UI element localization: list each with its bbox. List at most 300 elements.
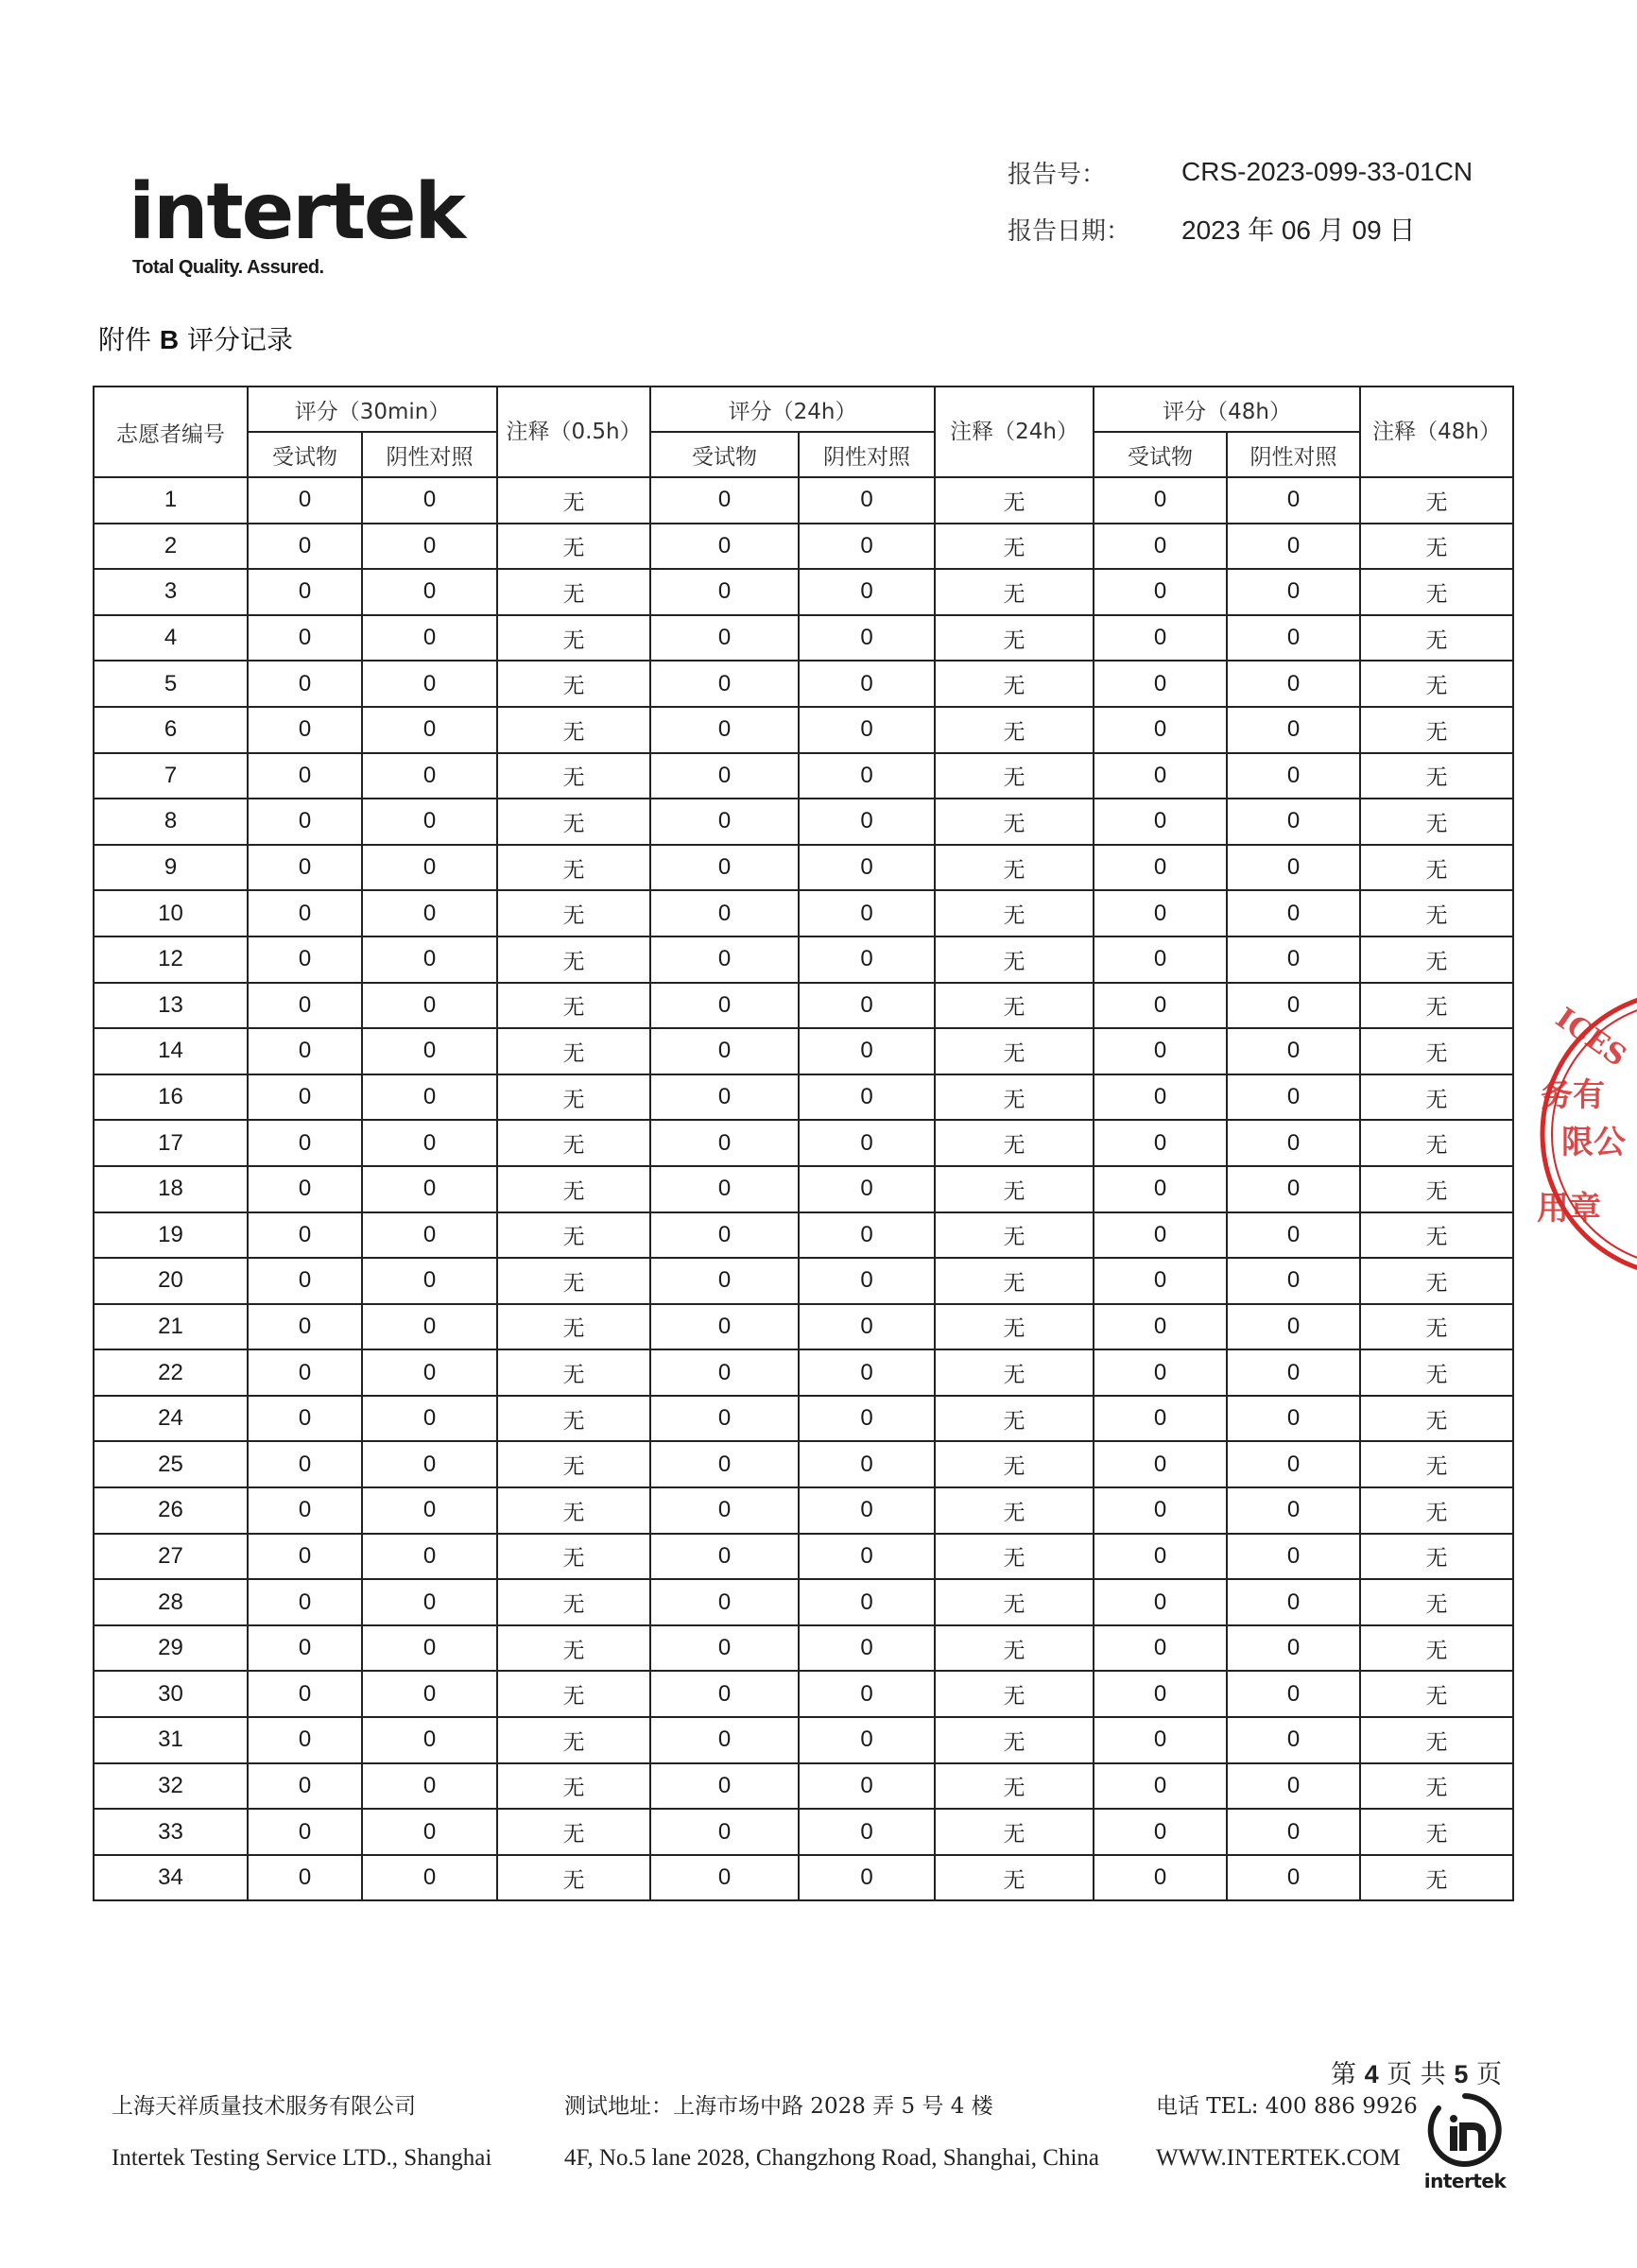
table-row — [94, 1258, 1513, 1304]
cell-volunteer-id: 3 — [94, 569, 248, 615]
report-number-label: 报告号： — [1008, 160, 1107, 189]
cell-score-negative-24h: 0 — [799, 569, 935, 615]
table-row — [94, 1304, 1513, 1350]
cell-note-05h: 无 — [497, 1534, 650, 1580]
cell-score-test-30min: 0 — [248, 845, 362, 891]
footer-address — [564, 2088, 1099, 2177]
cell-score-test-24h: 0 — [650, 569, 799, 615]
header-volunteer: 志愿者编号 — [94, 387, 248, 477]
cell-score-test-48h: 0 — [1094, 1717, 1227, 1763]
cell-note-05h: 无 — [497, 569, 650, 615]
cell-score-test-48h: 0 — [1094, 1212, 1227, 1259]
cell-score-negative-48h: 0 — [1227, 1625, 1360, 1672]
cell-note-05h: 无 — [497, 1579, 650, 1625]
table-row — [94, 615, 1513, 662]
cell-score-negative-30min: 0 — [362, 753, 497, 799]
header-note-48h: 注释（48h） — [1360, 387, 1513, 477]
cell-score-negative-30min: 0 — [362, 936, 497, 983]
header-note-24h: 注释（24h） — [935, 387, 1094, 477]
cell-score-test-24h: 0 — [650, 1579, 799, 1625]
score-table-body — [94, 477, 1513, 1900]
cell-note-48h: 无 — [1360, 890, 1513, 936]
cell-note-48h: 无 — [1360, 661, 1513, 707]
cell-note-24h: 无 — [935, 890, 1094, 936]
cell-score-negative-30min: 0 — [362, 983, 497, 1029]
cell-note-48h: 无 — [1360, 1579, 1513, 1625]
cell-score-test-48h: 0 — [1094, 707, 1227, 753]
cell-note-24h: 无 — [935, 1625, 1094, 1672]
page-number — [1331, 2053, 1502, 2090]
cell-volunteer-id: 30 — [94, 1671, 248, 1717]
cell-score-negative-24h: 0 — [799, 1120, 935, 1166]
cell-score-negative-30min: 0 — [362, 615, 497, 662]
cell-score-negative-30min: 0 — [362, 1671, 497, 1717]
cell-note-24h: 无 — [935, 1304, 1094, 1350]
cell-score-test-48h: 0 — [1094, 1579, 1227, 1625]
cell-score-negative-48h: 0 — [1227, 1212, 1360, 1259]
cell-score-negative-24h: 0 — [799, 1441, 935, 1487]
cell-score-test-24h: 0 — [650, 1487, 799, 1534]
cell-score-test-24h: 0 — [650, 1671, 799, 1717]
cell-score-test-48h: 0 — [1094, 1074, 1227, 1121]
cell-score-test-48h: 0 — [1094, 1258, 1227, 1304]
cell-score-test-30min: 0 — [248, 661, 362, 707]
cell-volunteer-id: 14 — [94, 1028, 248, 1074]
table-row — [94, 799, 1513, 845]
cell-note-05h: 无 — [497, 753, 650, 799]
cell-score-negative-30min: 0 — [362, 1396, 497, 1442]
cell-score-negative-24h: 0 — [799, 1074, 935, 1121]
table-row — [94, 845, 1513, 891]
cell-score-negative-24h: 0 — [799, 1625, 935, 1672]
intertek-in-icon — [1425, 2090, 1505, 2170]
cell-score-test-30min: 0 — [248, 1120, 362, 1166]
cell-score-test-24h: 0 — [650, 524, 799, 570]
cell-note-48h: 无 — [1360, 1028, 1513, 1074]
cell-note-48h: 无 — [1360, 1166, 1513, 1212]
table-row — [94, 1120, 1513, 1166]
cell-volunteer-id: 5 — [94, 661, 248, 707]
cell-score-negative-48h: 0 — [1227, 1074, 1360, 1121]
cell-score-negative-24h: 0 — [799, 661, 935, 707]
cell-note-05h: 无 — [497, 1487, 650, 1534]
footer-contact — [1156, 2088, 1418, 2177]
cell-volunteer-id: 34 — [94, 1855, 248, 1901]
cell-score-test-24h: 0 — [650, 1166, 799, 1212]
cell-score-negative-48h: 0 — [1227, 1396, 1360, 1442]
cell-score-negative-24h: 0 — [799, 1304, 935, 1350]
cell-note-24h: 无 — [935, 1579, 1094, 1625]
footer-phone: 电话 TEL: 400 886 9926 — [1156, 2094, 1418, 2119]
cell-score-negative-30min: 0 — [362, 799, 497, 845]
cell-note-24h: 无 — [935, 1120, 1094, 1166]
cell-note-24h: 无 — [935, 569, 1094, 615]
cell-note-05h: 无 — [497, 1717, 650, 1763]
cell-note-05h: 无 — [497, 1855, 650, 1901]
footer-company-cn: 上海天祥质量技术服务有限公司 — [112, 2094, 416, 2119]
cell-score-negative-48h: 0 — [1227, 1534, 1360, 1580]
cell-score-test-48h: 0 — [1094, 1304, 1227, 1350]
cell-score-test-30min: 0 — [248, 1763, 362, 1810]
cell-volunteer-id: 7 — [94, 753, 248, 799]
cell-score-test-30min: 0 — [248, 1166, 362, 1212]
cell-score-test-30min: 0 — [248, 799, 362, 845]
section-letter: B — [159, 325, 180, 354]
cell-note-24h: 无 — [935, 1441, 1094, 1487]
cell-score-negative-48h: 0 — [1227, 1809, 1360, 1855]
company-seal — [1533, 964, 1637, 1304]
cell-score-test-48h: 0 — [1094, 524, 1227, 570]
cell-score-negative-48h: 0 — [1227, 477, 1360, 524]
cell-note-48h: 无 — [1360, 1763, 1513, 1810]
cell-score-test-30min: 0 — [248, 1855, 362, 1901]
table-row — [94, 1579, 1513, 1625]
cell-volunteer-id: 29 — [94, 1625, 248, 1672]
cell-score-test-48h: 0 — [1094, 1120, 1227, 1166]
cell-score-negative-48h: 0 — [1227, 1487, 1360, 1534]
cell-note-24h: 无 — [935, 1671, 1094, 1717]
cell-note-48h: 无 — [1360, 1304, 1513, 1350]
cell-note-48h: 无 — [1360, 1396, 1513, 1442]
cell-score-negative-48h: 0 — [1227, 890, 1360, 936]
table-row — [94, 661, 1513, 707]
cell-score-negative-24h: 0 — [799, 753, 935, 799]
cell-note-48h: 无 — [1360, 1487, 1513, 1534]
cell-score-test-30min: 0 — [248, 1212, 362, 1259]
table-row — [94, 983, 1513, 1029]
cell-note-48h: 无 — [1360, 524, 1513, 570]
cell-volunteer-id: 25 — [94, 1441, 248, 1487]
cell-score-test-24h: 0 — [650, 1855, 799, 1901]
cell-score-negative-48h: 0 — [1227, 524, 1360, 570]
cell-volunteer-id: 1 — [94, 477, 248, 524]
table-row — [94, 1166, 1513, 1212]
cell-note-05h: 无 — [497, 1028, 650, 1074]
score-table — [93, 386, 1514, 1901]
cell-score-test-24h: 0 — [650, 1349, 799, 1396]
svg-text:务有: 务有 — [1541, 1076, 1605, 1114]
header-score-24h: 评分（24h） — [650, 387, 935, 432]
table-row — [94, 1212, 1513, 1259]
cell-score-negative-30min: 0 — [362, 1855, 497, 1901]
table-row — [94, 1074, 1513, 1121]
cell-score-test-30min: 0 — [248, 1809, 362, 1855]
cell-note-48h: 无 — [1360, 936, 1513, 983]
cell-score-negative-48h: 0 — [1227, 661, 1360, 707]
cell-note-24h: 无 — [935, 707, 1094, 753]
cell-note-24h: 无 — [935, 845, 1094, 891]
intertek-logo — [129, 167, 465, 279]
table-row — [94, 569, 1513, 615]
cell-score-test-48h: 0 — [1094, 753, 1227, 799]
mini-logo-word: intertek — [1423, 2170, 1507, 2192]
cell-note-24h: 无 — [935, 615, 1094, 662]
page-post: 页 — [1468, 2060, 1502, 2089]
cell-score-negative-48h: 0 — [1227, 569, 1360, 615]
cell-note-24h: 无 — [935, 524, 1094, 570]
table-row — [94, 707, 1513, 753]
cell-note-48h: 无 — [1360, 845, 1513, 891]
table-row — [94, 1487, 1513, 1534]
cell-score-negative-48h: 0 — [1227, 1717, 1360, 1763]
cell-score-test-24h: 0 — [650, 983, 799, 1029]
cell-score-negative-24h: 0 — [799, 1028, 935, 1074]
cell-note-05h: 无 — [497, 1763, 650, 1810]
cell-score-test-48h: 0 — [1094, 1487, 1227, 1534]
cell-score-negative-30min: 0 — [362, 707, 497, 753]
report-date-value: 2023 年 06 月 09 日 — [1181, 215, 1416, 245]
cell-score-negative-24h: 0 — [799, 615, 935, 662]
cell-score-negative-30min: 0 — [362, 1304, 497, 1350]
cell-score-negative-24h: 0 — [799, 1809, 935, 1855]
cell-score-negative-48h: 0 — [1227, 1349, 1360, 1396]
cell-score-test-24h: 0 — [650, 936, 799, 983]
footer-company — [112, 2088, 491, 2177]
cell-note-24h: 无 — [935, 1028, 1094, 1074]
cell-score-test-30min: 0 — [248, 936, 362, 983]
cell-score-test-24h: 0 — [650, 477, 799, 524]
cell-score-test-48h: 0 — [1094, 799, 1227, 845]
cell-score-negative-24h: 0 — [799, 1671, 935, 1717]
cell-score-test-24h: 0 — [650, 707, 799, 753]
cell-note-24h: 无 — [935, 477, 1094, 524]
cell-note-05h: 无 — [497, 1396, 650, 1442]
cell-note-24h: 无 — [935, 661, 1094, 707]
cell-note-48h: 无 — [1360, 1441, 1513, 1487]
cell-score-test-24h: 0 — [650, 1717, 799, 1763]
cell-score-negative-30min: 0 — [362, 1534, 497, 1580]
cell-score-negative-30min: 0 — [362, 1212, 497, 1259]
cell-score-test-30min: 0 — [248, 1579, 362, 1625]
cell-volunteer-id: 16 — [94, 1074, 248, 1121]
cell-score-test-48h: 0 — [1094, 936, 1227, 983]
cell-score-negative-30min: 0 — [362, 477, 497, 524]
table-row — [94, 1809, 1513, 1855]
table-row — [94, 1396, 1513, 1442]
cell-volunteer-id: 22 — [94, 1349, 248, 1396]
cell-score-negative-30min: 0 — [362, 890, 497, 936]
cell-score-test-48h: 0 — [1094, 477, 1227, 524]
subheader-test-30min: 受试物 — [248, 432, 362, 477]
cell-volunteer-id: 21 — [94, 1304, 248, 1350]
cell-note-48h: 无 — [1360, 799, 1513, 845]
cell-score-test-24h: 0 — [650, 1304, 799, 1350]
cell-note-24h: 无 — [935, 983, 1094, 1029]
cell-note-05h: 无 — [497, 1349, 650, 1396]
cell-score-negative-24h: 0 — [799, 983, 935, 1029]
cell-volunteer-id: 10 — [94, 890, 248, 936]
report-date-label: 报告日期： — [1008, 216, 1131, 246]
cell-note-05h: 无 — [497, 1120, 650, 1166]
cell-score-test-48h: 0 — [1094, 569, 1227, 615]
cell-note-05h: 无 — [497, 477, 650, 524]
cell-volunteer-id: 17 — [94, 1120, 248, 1166]
cell-score-test-48h: 0 — [1094, 1625, 1227, 1672]
cell-score-test-24h: 0 — [650, 1625, 799, 1672]
cell-note-24h: 无 — [935, 1717, 1094, 1763]
cell-score-test-24h: 0 — [650, 1120, 799, 1166]
cell-note-24h: 无 — [935, 799, 1094, 845]
cell-note-05h: 无 — [497, 1671, 650, 1717]
table-row — [94, 1855, 1513, 1901]
header-note-05h: 注释（0.5h） — [497, 387, 650, 477]
cell-score-negative-30min: 0 — [362, 1763, 497, 1810]
cell-score-negative-30min: 0 — [362, 1487, 497, 1534]
cell-note-48h: 无 — [1360, 1258, 1513, 1304]
cell-score-test-30min: 0 — [248, 524, 362, 570]
cell-volunteer-id: 2 — [94, 524, 248, 570]
cell-note-48h: 无 — [1360, 1074, 1513, 1121]
cell-score-test-30min: 0 — [248, 477, 362, 524]
cell-score-negative-24h: 0 — [799, 1212, 935, 1259]
cell-score-test-30min: 0 — [248, 1396, 362, 1442]
cell-score-test-48h: 0 — [1094, 1534, 1227, 1580]
cell-score-test-48h: 0 — [1094, 1349, 1227, 1396]
table-row — [94, 1349, 1513, 1396]
cell-volunteer-id: 24 — [94, 1396, 248, 1442]
svg-text:ICES: ICES — [1549, 1001, 1633, 1074]
subheader-test-24h: 受试物 — [650, 432, 799, 477]
cell-note-05h: 无 — [497, 707, 650, 753]
cell-score-negative-30min: 0 — [362, 524, 497, 570]
cell-score-negative-48h: 0 — [1227, 753, 1360, 799]
cell-score-test-24h: 0 — [650, 1534, 799, 1580]
section-prefix: 附件 — [98, 324, 160, 355]
section-title — [98, 319, 293, 357]
cell-volunteer-id: 26 — [94, 1487, 248, 1534]
section-title-text: 评分记录 — [179, 324, 294, 355]
cell-score-test-30min: 0 — [248, 707, 362, 753]
svg-text:限公: 限公 — [1561, 1124, 1626, 1161]
cell-score-negative-30min: 0 — [362, 1074, 497, 1121]
cell-score-test-30min: 0 — [248, 1671, 362, 1717]
cell-score-test-30min: 0 — [248, 753, 362, 799]
report-info — [1008, 144, 1473, 257]
cell-score-negative-48h: 0 — [1227, 1763, 1360, 1810]
cell-score-negative-48h: 0 — [1227, 1579, 1360, 1625]
table-row — [94, 753, 1513, 799]
cell-score-test-48h: 0 — [1094, 1809, 1227, 1855]
cell-score-negative-24h: 0 — [799, 936, 935, 983]
cell-score-test-30min: 0 — [248, 1717, 362, 1763]
cell-note-05h: 无 — [497, 615, 650, 662]
cell-score-negative-30min: 0 — [362, 1809, 497, 1855]
footer-address-en: 4F, No.5 lane 2028, Changzhong Road, Shanghai, China — [564, 2145, 1099, 2171]
cell-note-48h: 无 — [1360, 477, 1513, 524]
cell-volunteer-id: 20 — [94, 1258, 248, 1304]
cell-note-24h: 无 — [935, 753, 1094, 799]
cell-score-negative-30min: 0 — [362, 569, 497, 615]
cell-note-48h: 无 — [1360, 1809, 1513, 1855]
report-number-value: CRS-2023-099-33-01CN — [1181, 157, 1473, 186]
cell-score-test-48h: 0 — [1094, 1396, 1227, 1442]
cell-volunteer-id: 9 — [94, 845, 248, 891]
cell-score-test-24h: 0 — [650, 1074, 799, 1121]
cell-note-24h: 无 — [935, 1855, 1094, 1901]
cell-note-48h: 无 — [1360, 1671, 1513, 1717]
cell-score-test-24h: 0 — [650, 799, 799, 845]
table-row — [94, 1763, 1513, 1810]
cell-score-test-24h: 0 — [650, 1396, 799, 1442]
table-row — [94, 890, 1513, 936]
cell-score-test-30min: 0 — [248, 1258, 362, 1304]
cell-volunteer-id: 8 — [94, 799, 248, 845]
cell-score-negative-24h: 0 — [799, 799, 935, 845]
cell-score-negative-24h: 0 — [799, 1763, 935, 1810]
cell-note-48h: 无 — [1360, 615, 1513, 662]
cell-note-48h: 无 — [1360, 1625, 1513, 1672]
subheader-negative-30min: 阴性对照 — [362, 432, 497, 477]
cell-note-48h: 无 — [1360, 1349, 1513, 1396]
cell-score-negative-30min: 0 — [362, 1579, 497, 1625]
cell-note-05h: 无 — [497, 1166, 650, 1212]
cell-score-negative-30min: 0 — [362, 1258, 497, 1304]
cell-score-negative-48h: 0 — [1227, 1028, 1360, 1074]
table-row — [94, 936, 1513, 983]
cell-note-48h: 无 — [1360, 1534, 1513, 1580]
cell-note-24h: 无 — [935, 1809, 1094, 1855]
cell-note-24h: 无 — [935, 1396, 1094, 1442]
table-row — [94, 1671, 1513, 1717]
cell-score-test-48h: 0 — [1094, 983, 1227, 1029]
header-score-48h: 评分（48h） — [1094, 387, 1360, 432]
cell-volunteer-id: 31 — [94, 1717, 248, 1763]
cell-score-test-30min: 0 — [248, 890, 362, 936]
cell-note-48h: 无 — [1360, 1855, 1513, 1901]
cell-score-negative-30min: 0 — [362, 1120, 497, 1166]
cell-note-48h: 无 — [1360, 1212, 1513, 1259]
cell-score-test-48h: 0 — [1094, 890, 1227, 936]
cell-score-negative-24h: 0 — [799, 707, 935, 753]
cell-note-05h: 无 — [497, 1212, 650, 1259]
cell-score-test-30min: 0 — [248, 1534, 362, 1580]
cell-score-negative-48h: 0 — [1227, 845, 1360, 891]
cell-score-test-30min: 0 — [248, 983, 362, 1029]
cell-score-test-30min: 0 — [248, 615, 362, 662]
cell-score-negative-24h: 0 — [799, 1396, 935, 1442]
cell-note-24h: 无 — [935, 1258, 1094, 1304]
cell-score-negative-24h: 0 — [799, 477, 935, 524]
cell-score-negative-30min: 0 — [362, 1349, 497, 1396]
cell-note-05h: 无 — [497, 1258, 650, 1304]
cell-note-48h: 无 — [1360, 569, 1513, 615]
logo-tagline: Total Quality. Assured. — [132, 257, 324, 278]
table-row — [94, 1028, 1513, 1074]
cell-note-05h: 无 — [497, 799, 650, 845]
cell-score-negative-48h: 0 — [1227, 707, 1360, 753]
cell-score-test-24h: 0 — [650, 1212, 799, 1259]
page-mid: 页 共 — [1378, 2060, 1455, 2089]
cell-score-negative-24h: 0 — [799, 1258, 935, 1304]
cell-score-test-48h: 0 — [1094, 661, 1227, 707]
cell-note-05h: 无 — [497, 936, 650, 983]
cell-score-test-24h: 0 — [650, 1763, 799, 1810]
table-row — [94, 1441, 1513, 1487]
cell-volunteer-id: 32 — [94, 1763, 248, 1810]
cell-score-test-24h: 0 — [650, 1258, 799, 1304]
cell-note-05h: 无 — [497, 1625, 650, 1672]
svg-text:用章: 用章 — [1537, 1190, 1601, 1228]
cell-score-negative-30min: 0 — [362, 1441, 497, 1487]
cell-score-negative-48h: 0 — [1227, 1304, 1360, 1350]
table-row — [94, 524, 1513, 570]
table-row — [94, 477, 1513, 524]
cell-score-test-24h: 0 — [650, 1028, 799, 1074]
cell-note-24h: 无 — [935, 1212, 1094, 1259]
cell-score-test-24h: 0 — [650, 890, 799, 936]
cell-score-test-24h: 0 — [650, 661, 799, 707]
cell-note-05h: 无 — [497, 1441, 650, 1487]
